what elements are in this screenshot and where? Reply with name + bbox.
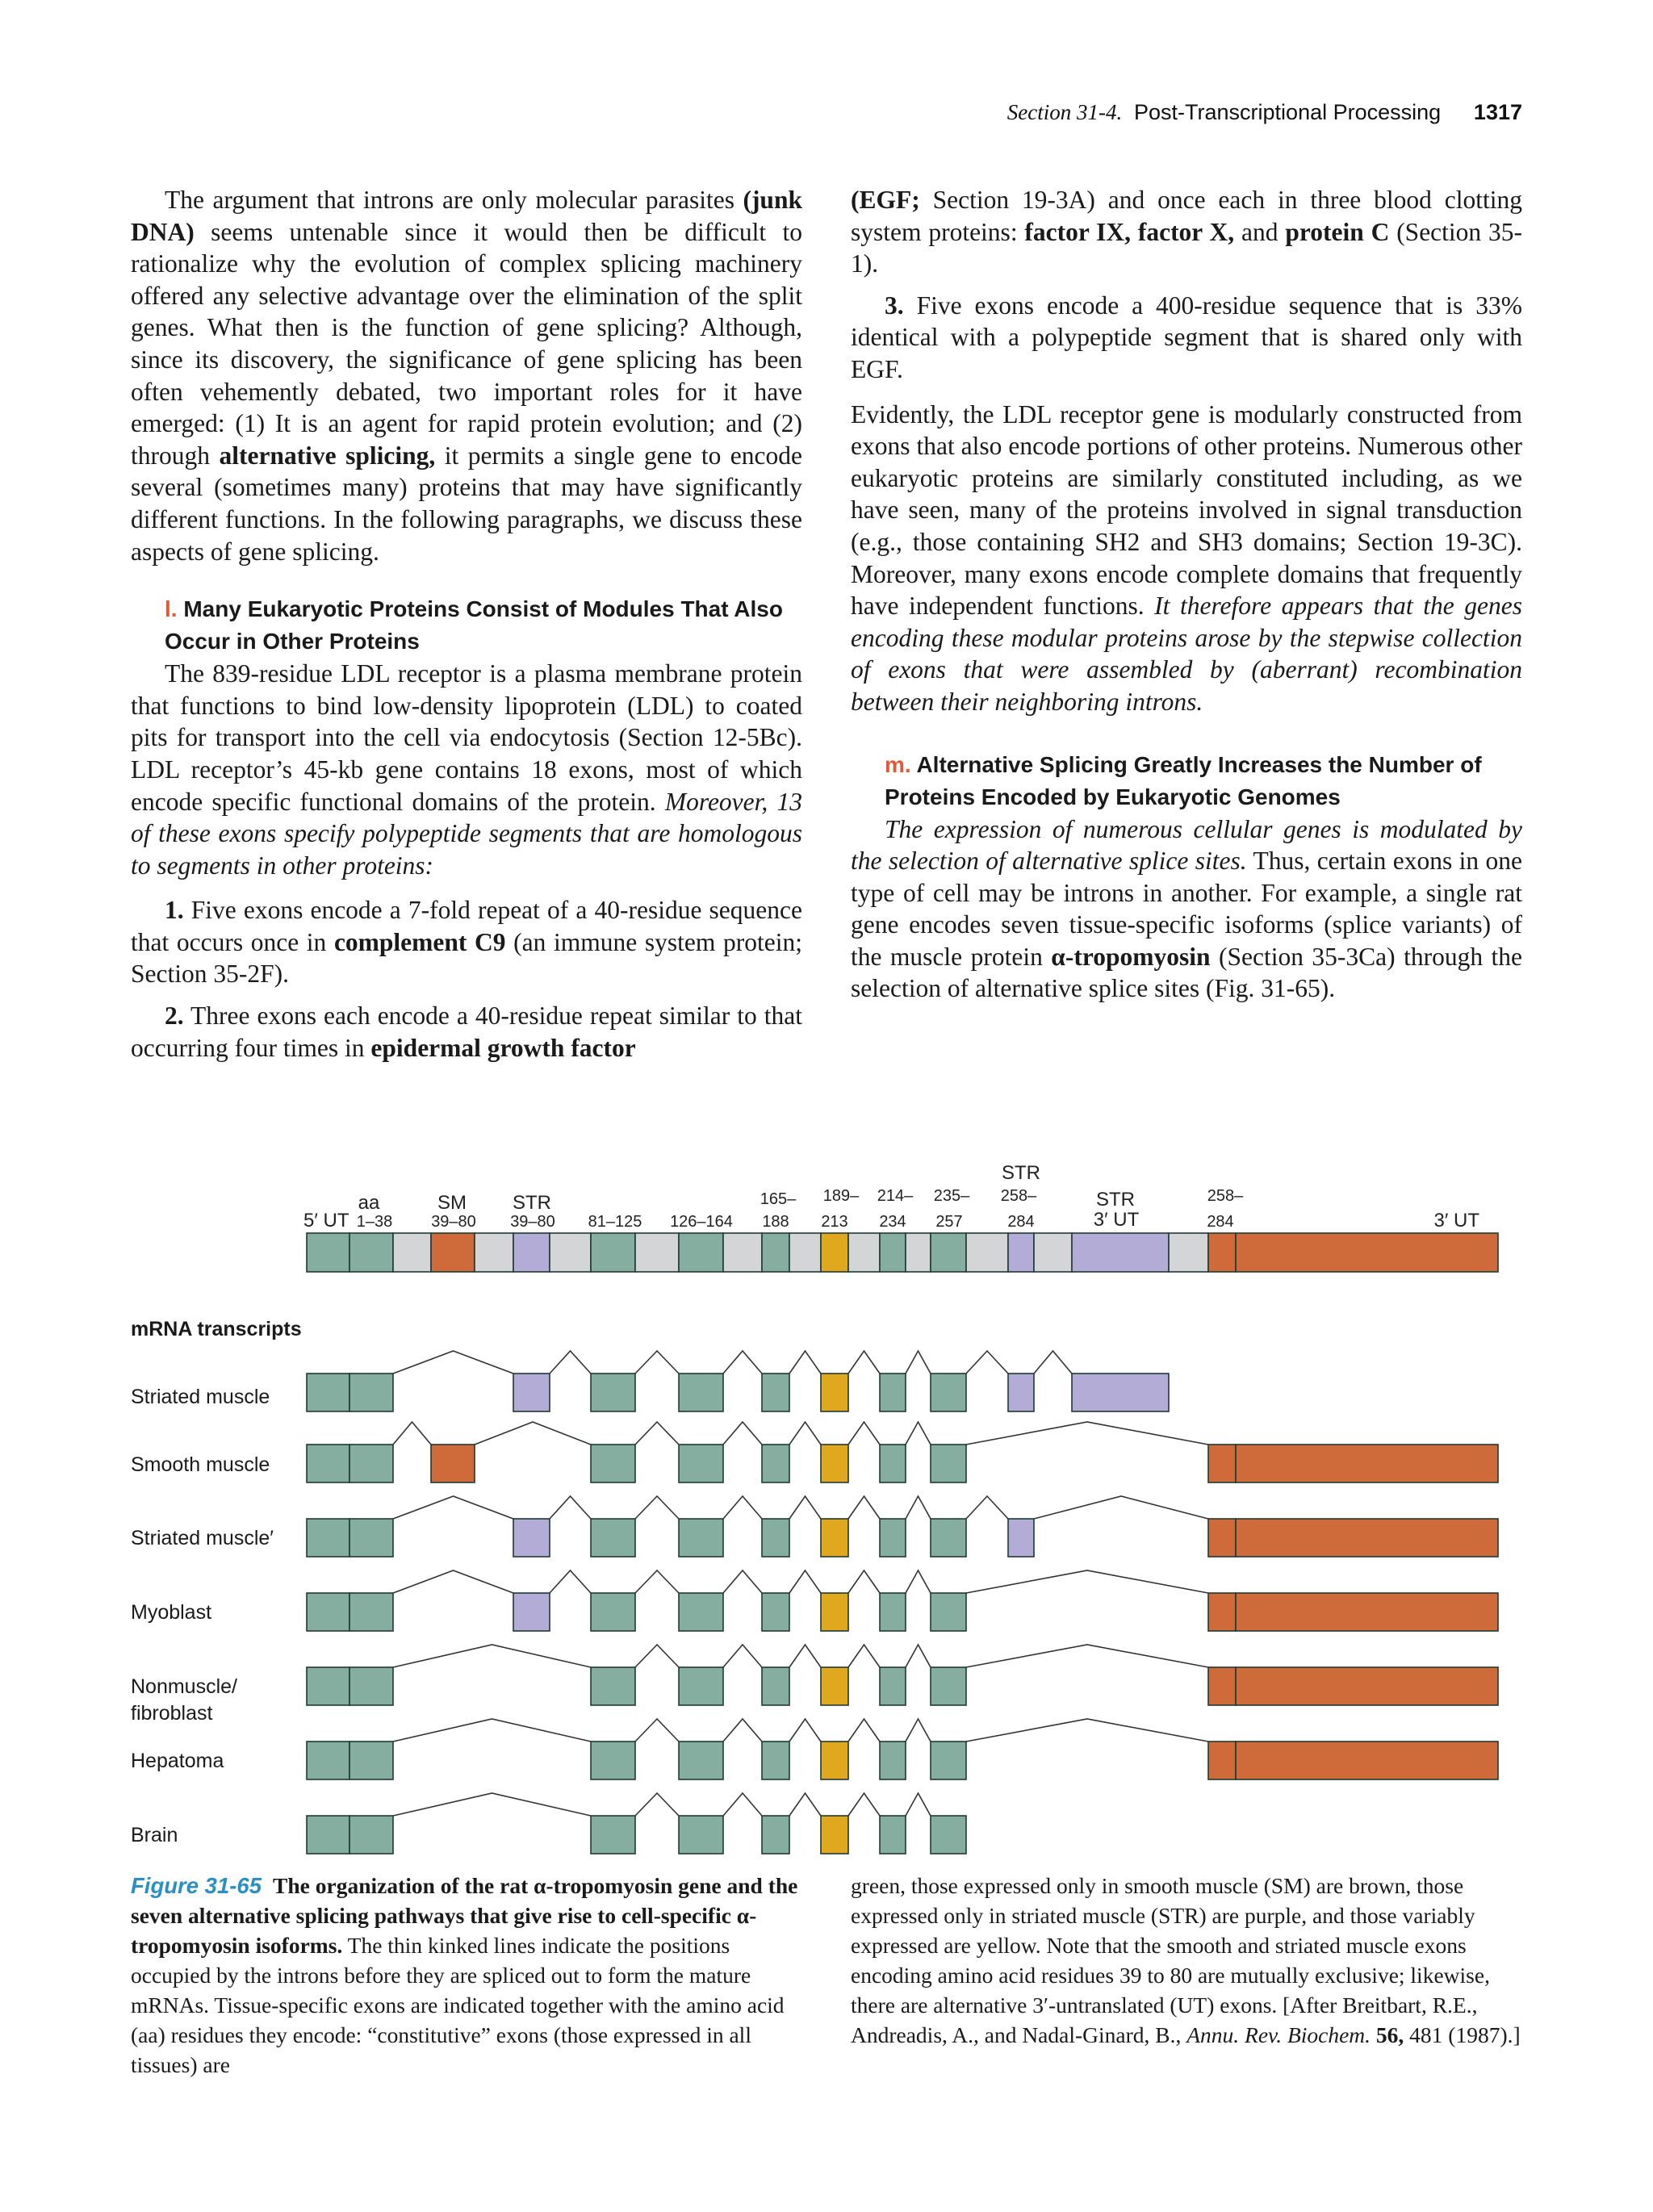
text: Five exons encode a 7-fold repeat of a 40-residue sequence that occurs once in	[131, 896, 802, 956]
term-factors: factor IX, factor X,	[1024, 217, 1235, 246]
figure-number: Figure 31-65	[131, 1873, 262, 1898]
intron-segment	[393, 1233, 431, 1272]
intron-segment	[550, 1233, 591, 1272]
caption-text-end: 481 (1987).]	[1404, 2022, 1521, 2047]
exon-s4	[591, 1233, 635, 1272]
transcript-6-exon-s4	[591, 1742, 635, 1779]
transcript-6-exon-s12	[1208, 1742, 1236, 1779]
transcript-6-exon-s8	[880, 1742, 906, 1779]
label-3utr-a: 3′ UT	[1093, 1209, 1140, 1231]
row-label-fibroblast: fibroblast	[131, 1702, 213, 1725]
caption-title: The organization of the rat α-tropomyosin gene and the seven alternative splicing pathways that give rise to cell-specific α-tropomyosin isoforms.	[131, 1873, 798, 1958]
page-number: 1317	[1473, 100, 1522, 124]
italic-text: The expression of numerous cellular genes is modulated by the selection of alternative splice sites.	[851, 814, 1522, 876]
row-label-striated: Striated muscle	[131, 1386, 270, 1408]
splice-line	[789, 1719, 821, 1742]
splice-line	[723, 1719, 762, 1742]
row-label-striated-prime: Striated muscle′	[131, 1527, 274, 1549]
text: The 839-residue LDL receptor is a plasma membrane protein that functions to bind low-density lipoprotein (LDL) to coated pits for transport into the cell via endocytosis (Section 12-5Bc). LDL receptor’s 45-kb gene contains 18 exons, most of which encode specific functional domains of the protein.	[131, 659, 802, 816]
exon-s1	[349, 1233, 393, 1272]
splice-line	[635, 1496, 679, 1519]
transcript-1-exon-s1	[349, 1374, 393, 1411]
label-range-6b: 188	[762, 1213, 789, 1231]
heading-letter: m.	[885, 751, 911, 777]
splice-line	[906, 1496, 931, 1519]
intron-segment	[1034, 1233, 1072, 1272]
transcript-6-exon-s13	[1236, 1742, 1498, 1779]
text: it permits a single gene to encode several (sometimes many) proteins that may have significantly different functions. In the following paragraphs, we discuss these aspects of gene splicing.	[131, 441, 802, 566]
transcript-3-exon-s6	[762, 1519, 789, 1557]
transcript-3-exon-s5	[679, 1519, 723, 1557]
splice-line	[635, 1793, 679, 1816]
splice-line	[966, 1570, 1208, 1593]
text: Section 19-3A) and once each in three blood clotting system proteins:	[851, 186, 1522, 246]
splice-line	[723, 1422, 762, 1445]
transcript-2-exon-s2	[431, 1445, 475, 1482]
splice-line	[789, 1645, 821, 1667]
mrna-heading: mRNA transcripts	[131, 1318, 302, 1340]
row-label-nonmuscle: Nonmuscle/	[131, 1675, 237, 1698]
row-label-hepatoma: Hepatoma	[131, 1750, 224, 1772]
section-label: Section 31-4.	[1006, 100, 1123, 124]
splice-line	[966, 1351, 1008, 1374]
transcript-4-exon-s12	[1208, 1593, 1236, 1631]
transcript-3-exon-s7	[821, 1519, 848, 1557]
splice-line	[848, 1496, 880, 1519]
journal-name: Annu. Rev. Biochem.	[1186, 2022, 1371, 2047]
transcript-5-exon-s5	[679, 1667, 723, 1705]
term-junk-dna: (junk DNA)	[131, 186, 802, 246]
splice-line	[635, 1719, 679, 1742]
transcript-4-exon-s6	[762, 1593, 789, 1631]
text: Thus, certain exons in one type of cell may be introns in another. For example, a single rat gene encodes seven tissue-specific isoforms (splice variants) of the muscle protein	[851, 847, 1522, 971]
transcript-5-exon-s12	[1208, 1667, 1236, 1705]
exon-s13	[1236, 1233, 1498, 1272]
exon-s7	[821, 1233, 848, 1272]
transcript-5-exon-s4	[591, 1667, 635, 1705]
term-complement-c9: complement C9	[333, 927, 506, 956]
transcript-3-exon-s13	[1236, 1519, 1498, 1557]
row-label-smooth: Smooth muscle	[131, 1453, 270, 1476]
label-sm: SM	[437, 1192, 467, 1214]
transcript-6-exon-s6	[762, 1742, 789, 1779]
heading-text: Many Eukaryotic Proteins Consist of Modules That Also Occur in Other Proteins	[165, 596, 783, 654]
splice-line	[635, 1645, 679, 1667]
splice-line	[475, 1422, 591, 1445]
transcript-3-exon-s9	[931, 1519, 966, 1557]
heading-text: Alternative Splicing Greatly Increases the Number of Proteins Encoded by Eukaryotic Genomes	[885, 751, 1482, 809]
transcript-6-exon-s7	[821, 1742, 848, 1779]
exon-s2	[431, 1233, 475, 1272]
figure-caption-right	[851, 1871, 1522, 2050]
text: Evidently, the LDL receptor gene is modularly constructed from exons that also encode portions of other proteins. Numerous other eukaryotic proteins are similarly constituted including, as we have seen, many of the proteins involved in signal transduction (e.g., those containing SH2 and SH3 domains; Section 19-3C). Moreover, many exons encode complete domains that frequently have independent functions.	[851, 399, 1522, 621]
splice-line	[966, 1719, 1208, 1742]
label-range-9a: 235–	[933, 1187, 970, 1205]
text: The argument that introns are only molecular parasites	[165, 186, 743, 214]
figure-caption-left	[131, 1871, 802, 2080]
intron-segment	[966, 1233, 1008, 1272]
intron-segment	[635, 1233, 679, 1272]
transcript-2-exon-s5utr	[307, 1445, 349, 1482]
splice-line	[966, 1496, 1008, 1519]
transcript-4-exon-s5utr	[307, 1593, 349, 1631]
transcript-5-exon-s9	[931, 1667, 966, 1705]
italic-text: Moreover, 13 of these exons specify polypeptide segments that are homologous to segments in other proteins:	[131, 787, 802, 880]
text: seems untenable since it would then be difficult to rationalize why the evolution of complex splicing machinery offered any selective advantage over the elimination of the split genes. What then is the function of gene splicing? Although, since its discovery, the significance of gene splicing has been often vehemently debated, two important roles for it have emerged: (1) It is an agent for rapid protein evolution; and (2) through	[131, 217, 802, 470]
transcript-1-exon-s8	[880, 1374, 906, 1411]
intron-segment	[906, 1233, 931, 1272]
exon-s8	[880, 1233, 906, 1272]
splice-line	[550, 1570, 591, 1593]
splice-line	[789, 1570, 821, 1593]
transcript-2-exon-s1	[349, 1445, 393, 1482]
mrna-transcripts	[307, 1351, 1498, 1854]
term-alternative-splicing: alternative splicing,	[219, 441, 436, 470]
transcript-1-exon-s4	[591, 1374, 635, 1411]
transcript-1-exon-s6	[762, 1374, 789, 1411]
transcript-5-exon-s5utr	[307, 1667, 349, 1705]
label-range-11a: 258–	[1207, 1187, 1244, 1205]
splice-line	[393, 1570, 513, 1593]
exon-s3	[513, 1233, 550, 1272]
splice-line	[635, 1351, 679, 1374]
transcript-3-exon-s3	[513, 1519, 550, 1557]
splice-line	[393, 1496, 513, 1519]
transcript-4-exon-s9	[931, 1593, 966, 1631]
transcript-4-exon-s1	[349, 1593, 393, 1631]
splice-line	[393, 1719, 591, 1742]
transcript-7-exon-s9	[931, 1816, 966, 1854]
label-range-5: 126–164	[670, 1213, 733, 1231]
transcript-5-exon-s6	[762, 1667, 789, 1705]
transcript-1-exon-s5	[679, 1374, 723, 1411]
label-range-8b: 234	[879, 1213, 906, 1231]
label-str-3: STR	[1096, 1189, 1135, 1211]
splice-line	[789, 1793, 821, 1816]
transcript-1-exon-s5utr	[307, 1374, 349, 1411]
splice-line	[723, 1645, 762, 1667]
transcript-1-exon-s10	[1008, 1374, 1034, 1411]
row-label-myoblast: Myoblast	[131, 1601, 212, 1624]
transcript-5-exon-s13	[1236, 1667, 1498, 1705]
label-range-4: 81–125	[588, 1213, 642, 1231]
transcript-1-exon-s11	[1072, 1374, 1169, 1411]
item-number: 2.	[165, 1001, 184, 1031]
label-range-9b: 257	[935, 1213, 963, 1231]
label-range-7b: 213	[821, 1213, 848, 1231]
splice-line	[393, 1793, 591, 1816]
label-aa: aa	[358, 1192, 380, 1214]
transcript-1-exon-s9	[931, 1374, 966, 1411]
splice-line	[848, 1793, 880, 1816]
splice-line	[966, 1645, 1208, 1667]
splice-line	[848, 1570, 880, 1593]
exon-s9	[931, 1233, 966, 1272]
transcript-7-exon-s1	[349, 1816, 393, 1854]
splice-line	[550, 1496, 591, 1519]
transcript-4-exon-s13	[1236, 1593, 1498, 1631]
text: (an immune system protein; Section 35-2F).	[131, 927, 802, 989]
splice-line	[393, 1422, 431, 1445]
splice-line	[723, 1496, 762, 1519]
transcript-2-exon-s12	[1208, 1445, 1236, 1482]
heading-letter: l.	[165, 596, 178, 622]
transcript-6-exon-s5	[679, 1742, 723, 1779]
splice-line	[906, 1793, 931, 1816]
splice-line	[789, 1496, 821, 1519]
label-str-top: STR	[1002, 1162, 1040, 1184]
term-egf: epidermal growth factor	[370, 1033, 636, 1062]
splice-line	[848, 1645, 880, 1667]
intron-segment	[789, 1233, 821, 1272]
transcript-1-exon-s7	[821, 1374, 848, 1411]
caption-text: The thin kinked lines indicate the positions occupied by the introns before they are spliced out to form the mature mRNAs. Tissue-specific exons are indicated together with the amino acid (aa) residues they encode: “constitutive” exons (those expressed in all tissues) are	[131, 1933, 785, 2077]
italic-text: It therefore appears that the genes encoding these modular proteins arose by the stepwise collection of exons that were assembled by (aberrant) recombination between their neighboring introns.	[851, 592, 1522, 716]
transcript-3-exon-s1	[349, 1519, 393, 1557]
transcript-3-exon-s5utr	[307, 1519, 349, 1557]
label-range-3: 39–80	[510, 1213, 555, 1231]
transcript-6-exon-s5utr	[307, 1742, 349, 1779]
splice-line	[723, 1570, 762, 1593]
transcript-5-exon-s8	[880, 1667, 906, 1705]
label-range-2: 39–80	[431, 1213, 476, 1231]
splice-line	[393, 1351, 513, 1374]
transcript-2-exon-s6	[762, 1445, 789, 1482]
label-5utr: 5′ UT	[303, 1210, 349, 1231]
transcript-3-exon-s12	[1208, 1519, 1236, 1557]
text: Three exons each encode a 40-residue repeat similar to that occurring four times in	[131, 1001, 802, 1062]
transcript-7-exon-s4	[591, 1816, 635, 1854]
transcript-2-exon-s5	[679, 1445, 723, 1482]
splice-line	[550, 1351, 591, 1374]
transcript-7-exon-s6	[762, 1816, 789, 1854]
volume: 56,	[1371, 2022, 1404, 2047]
transcript-4-exon-s7	[821, 1593, 848, 1631]
transcript-5-exon-s1	[349, 1667, 393, 1705]
label-range-7a: 189–	[822, 1187, 860, 1205]
splice-line	[906, 1422, 931, 1445]
transcript-3-exon-s4	[591, 1519, 635, 1557]
exon-s6	[762, 1233, 789, 1272]
text: (Section 35-3Ca) through the selection of alternative splice sites (Fig. 31-65).	[851, 942, 1523, 1003]
splice-line	[1034, 1496, 1208, 1519]
intron-segment	[1169, 1233, 1208, 1272]
item-number: 3.	[885, 291, 904, 320]
transcript-3-exon-s10	[1008, 1519, 1034, 1557]
exon-s5utr	[307, 1233, 349, 1272]
exon-s11	[1072, 1233, 1169, 1272]
row-label-brain: Brain	[131, 1824, 178, 1846]
transcript-2-exon-s9	[931, 1445, 966, 1482]
splice-line	[848, 1422, 880, 1445]
text: and	[1234, 217, 1286, 246]
transcript-5-exon-s7	[821, 1667, 848, 1705]
transcript-2-exon-s7	[821, 1445, 848, 1482]
exon-s5	[679, 1233, 723, 1272]
section-title: Post-Transcriptional Processing	[1134, 100, 1442, 124]
transcript-7-exon-s8	[880, 1816, 906, 1854]
transcript-3-exon-s8	[880, 1519, 906, 1557]
transcript-2-exon-s13	[1236, 1445, 1498, 1482]
term-protein-c: protein C	[1285, 217, 1390, 246]
transcript-1-exon-s3	[513, 1374, 550, 1411]
caption-text-continued: green, those expressed only in smooth muscle (SM) are brown, those expressed only in striated muscle (STR) are purple, and those variably expressed are yellow. Note that the smooth and striated muscle exons encoding amino acid residues 39 to 80 are mutually exclusive; likewise, there are alternative 3′-untranslated (UT) exons. [After Breitbart, R.E., Andreadis, A., and Nadal-Ginard, B.,	[851, 1873, 1490, 2047]
splice-line	[789, 1351, 821, 1374]
item-number: 1.	[165, 896, 184, 925]
splice-line	[393, 1645, 591, 1667]
splice-line	[635, 1570, 679, 1593]
text: Five exons encode a 400-residue sequence that is 33% identical with a polypeptide segment that is shared only with EGF.	[851, 291, 1522, 383]
label-range-1: 1–38	[356, 1213, 393, 1231]
transcript-4-exon-s5	[679, 1593, 723, 1631]
transcript-2-exon-s8	[880, 1445, 906, 1482]
splice-line	[635, 1422, 679, 1445]
term-alpha-tropomyosin: α-tropomyosin	[1051, 942, 1211, 971]
splice-line	[789, 1422, 821, 1445]
gene-map	[307, 1233, 1498, 1272]
splice-line	[1034, 1351, 1072, 1374]
text: (Section 35-1).	[851, 217, 1522, 278]
transcript-7-exon-s7	[821, 1816, 848, 1854]
splice-line	[848, 1719, 880, 1742]
label-3utr-b: 3′ UT	[1433, 1210, 1479, 1231]
splice-line	[906, 1645, 931, 1667]
intron-segment	[475, 1233, 513, 1272]
exon-s12	[1208, 1233, 1236, 1272]
label-range-6a: 165–	[760, 1190, 797, 1208]
splice-line	[906, 1351, 931, 1374]
intron-segment	[723, 1233, 762, 1272]
transcript-4-exon-s8	[880, 1593, 906, 1631]
transcript-4-exon-s4	[591, 1593, 635, 1631]
splice-line	[906, 1719, 931, 1742]
splice-line	[906, 1570, 931, 1593]
splice-line	[966, 1422, 1208, 1445]
label-range-8a: 214–	[877, 1187, 914, 1205]
transcript-7-exon-s5	[679, 1816, 723, 1854]
intron-segment	[848, 1233, 880, 1272]
transcript-6-exon-s9	[931, 1742, 966, 1779]
splice-line	[723, 1351, 762, 1374]
exon-s10	[1008, 1233, 1034, 1272]
label-range-11b: 284	[1207, 1213, 1234, 1231]
transcript-2-exon-s4	[591, 1445, 635, 1482]
label-range-10a: 258–	[1000, 1187, 1037, 1205]
splice-line	[723, 1793, 762, 1816]
transcript-7-exon-s5utr	[307, 1816, 349, 1854]
transcript-6-exon-s1	[349, 1742, 393, 1779]
transcript-4-exon-s3	[513, 1593, 550, 1631]
splice-line	[848, 1351, 880, 1374]
label-range-10b: 284	[1007, 1213, 1035, 1231]
term-egf-abbr: (EGF;	[851, 186, 920, 214]
label-str-1: STR	[513, 1192, 551, 1214]
